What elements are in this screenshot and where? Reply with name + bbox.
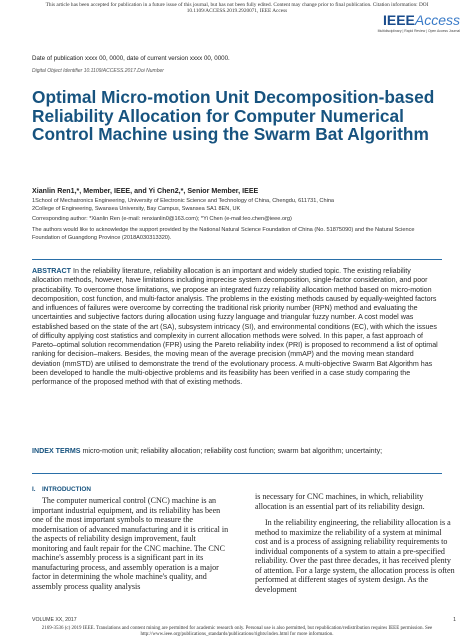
divider-bottom bbox=[32, 473, 442, 474]
logo-access-text: Access bbox=[414, 12, 460, 28]
index-terms bbox=[32, 447, 442, 456]
acceptance-notice-line2: 10.1109/ACCESS.2019.2920071, IEEE Access bbox=[186, 8, 288, 15]
ieee-access-logo bbox=[340, 13, 460, 35]
intro-paragraph-right-2: In the reliability engineering, the reliability allocation is a method to maximize the reliability of a system at minimal cost and is a process of assigning reliability requirements to individual components of a system to attain a pre-specified reliability. Over the past three decades, it has received plenty of attention. For a large system, the allocation process is often performed at different stages of system design. As the development bbox=[255, 518, 455, 594]
doi-line: Digital Object Identifier 10.1109/ACCESS.2017.Doi Number bbox=[32, 68, 164, 74]
affiliation-2: 2College of Engineering, Swansea University, Bay Campus, Swansea SA1 8EN, UK bbox=[32, 206, 241, 213]
abstract bbox=[32, 267, 442, 387]
index-terms-heading: INDEX TERMS bbox=[32, 447, 81, 455]
acceptance-notice-line1: This article has been accepted for publication in a future issue of this journal, but has not been fully edited. Content may change prior to final publication. Citation information: DOI bbox=[45, 2, 429, 8]
copyright-notice bbox=[6, 626, 468, 638]
abstract-heading: ABSTRACT bbox=[32, 267, 72, 275]
publication-date: Date of publication xxxx 00, 0000, date of current version xxxx 00, 0000. bbox=[32, 55, 230, 62]
page-number: 1 bbox=[453, 617, 456, 623]
introduction-heading: I. INTRODUCTION bbox=[32, 486, 91, 493]
copyright-line1: 2169-3536 (c) 2019 IEEE. Translations and content mining are permitted for academic research only. Personal use is also permitted, but republication/redistribution requires IEEE permission. See bbox=[41, 626, 433, 631]
divider-top bbox=[32, 259, 442, 260]
copyright-line2: http://www.ieee.org/publications_standards/publications/rights/index.html for more information. bbox=[140, 632, 334, 638]
footer-volume: VOLUME XX, 2017 bbox=[32, 617, 77, 623]
funding-acknowledgment: The authors would like to acknowledge the support provided by the National Natural Science Foundation of China (No. 51875090) and the Natural Science Foundation of Guangdong Province (2018A030313320). bbox=[32, 227, 415, 242]
index-terms-text: micro-motion unit; reliability allocation; reliability cost function; swarm bat algorithm; uncertainty; bbox=[82, 447, 383, 455]
affiliations bbox=[32, 197, 334, 214]
logo-ieee-text: IEEE bbox=[382, 12, 415, 28]
paper-title: Optimal Micro-motion Unit Decomposition-based Reliability Allocation for Computer Numerical Control Machine using the Swarm Bat Algorithm bbox=[32, 87, 435, 144]
right-column bbox=[255, 492, 455, 594]
intro-paragraph-right-1: is necessary for CNC machines, in which, reliability allocation is an essential part of its reliability design. bbox=[255, 492, 425, 511]
intro-paragraph-left: The computer numerical control (CNC) machine is an important industrial equipment, and its reliability has been one of the most important symbols to measure the modernisation of advanced manufacturing and it is critical in the aspects of reliability design improvement, fault monitoring and fault repair for the CNC machine. The CNC machine's assembly process is a significant part in its manufacturing process, and assembly operation is a major factor in determining the whole machine's quality, and assembly process quality analysis bbox=[32, 496, 229, 591]
left-column bbox=[32, 486, 232, 591]
affiliation-1: 1School of Mechatronics Engineering, University of Electronic Science and Technology of China, Chengdu, 611731, China bbox=[32, 198, 335, 204]
corresponding-author: Corresponding author: *Xianlin Ren (e-mail: renxianlin0@163.com); *Yi Chen (e-mail:leo.chen@ieee.org) bbox=[32, 216, 292, 222]
author-list: Xianlin Ren1,*, Member, IEEE, and Yi Chen2,*, Senior Member, IEEE bbox=[32, 187, 259, 195]
logo-tagline: Multidisciplinary | Rapid Review | Open Access Journal bbox=[377, 29, 460, 33]
abstract-text: In the reliability literature, reliability allocation is an important and widely studied topic. The existing reliability allocation methods, however, have limitations including imprecise system decomposition, single-factor consideration, and poor practicability. To overcome those limitations, we propose an integrated fuzzy reliability allocation method based on micro-motion decomposition, cost function, and multi-factor analysis. The problems in the existing methods caused by equally-weighted factors and influences of failures were overcome by correcting the traditional risk priority number (RPN) method and evaluating the uncertainties and subjective factors during allocation using fuzzy language and triangular fuzzy number. A cost model was established based on the state of the art (SA), subsystem intricacy (SI), and environmental conditions (EC), with which the issues of difficulty applying cost statistics and complexity in current allocation methods were solved. In this paper, a fast approach of Pareto–optimal solution recommendation (FPR) using the Pareto reliability index (PRI) is proposed to recommend a list of optimal ranking for decision–makers. Besides, the moving mean of the average precision (mmAP) and the moving mean standard deviation (mmSTD) are utilised to demonstrate the trend of the evolutionary process. A multi-objective Swarm Bat Algorithm has been developed to handle the multi-objective problems and its feasibility has been verified in a case study comparing the performance of the proposed method with that of existing methods. bbox=[32, 267, 438, 386]
